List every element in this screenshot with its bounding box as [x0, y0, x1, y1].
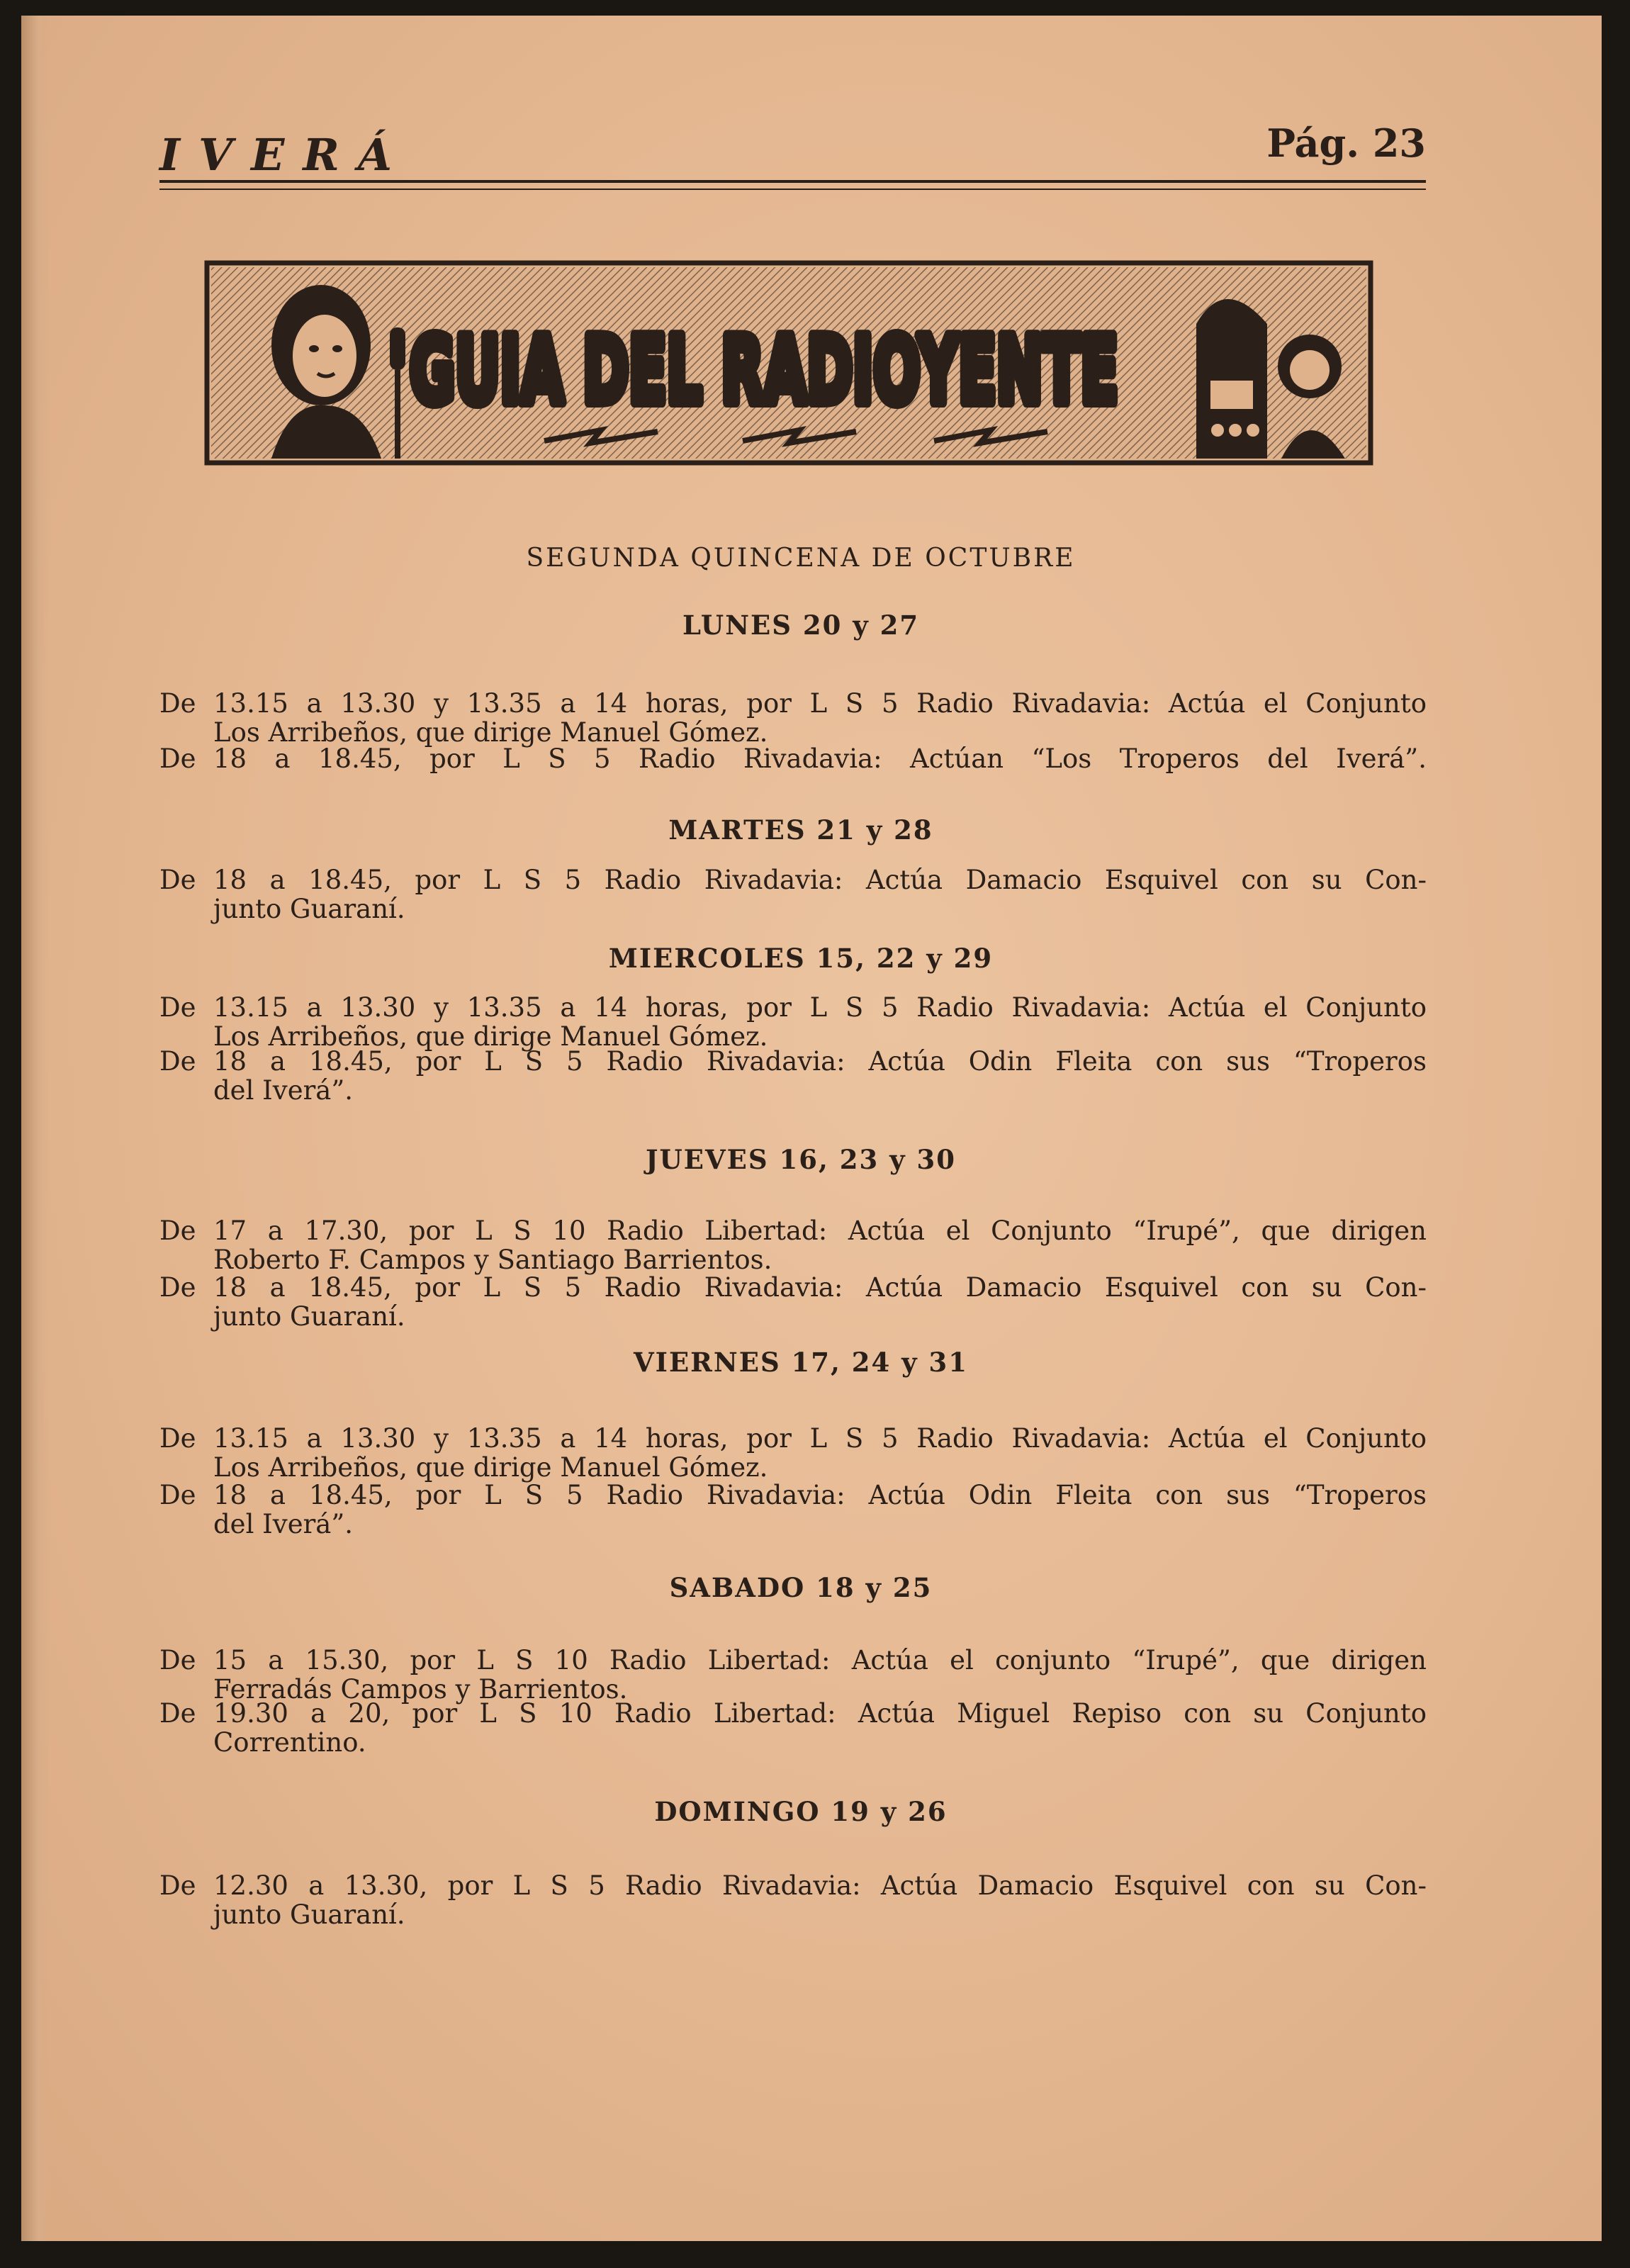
entry-first-line: 13.15 a 13.30 y 13.35 a 14 horas, por L S 5 Radio Rivadavia: Actúa el Conjunto	[213, 688, 1427, 719]
entry-prefix: De	[159, 1216, 196, 1246]
magazine-page	[21, 16, 1602, 2241]
entry-prefix: De	[159, 1272, 196, 1303]
entry-prefix: De	[159, 1698, 196, 1729]
guia-del-radioyente-banner	[204, 260, 1373, 466]
schedule-entry	[159, 688, 1427, 748]
schedule-entry	[159, 1645, 1427, 1705]
entry-body	[213, 1216, 1427, 1274]
entry-continuation-line: junto Guaraní.	[213, 1301, 405, 1332]
entry-first-line: 18 a 18.45, por L S 5 Radio Rivadavia: Actúan “Los Troperos del Iverá”.	[213, 743, 1427, 774]
entry-continuation-line: Roberto F. Campos y Santiago Barrientos.	[213, 1245, 772, 1275]
entry-first-line: 13.15 a 13.30 y 13.35 a 14 horas, por L S 5 Radio Rivadavia: Actúa el Conjunto	[213, 992, 1427, 1023]
schedule-entry	[159, 1216, 1427, 1275]
entry-first-line: 13.15 a 13.30 y 13.35 a 14 horas, por L S 5 Radio Rivadavia: Actúa el Conjunto	[213, 1423, 1427, 1454]
schedule-entry	[159, 743, 1427, 774]
entry-prefix: De	[159, 688, 196, 719]
entry-body	[213, 689, 1427, 747]
day-heading: VIERNES 17, 24 y 31	[633, 1347, 969, 1378]
entry-body	[213, 865, 1427, 924]
schedule-entry	[159, 1272, 1427, 1332]
schedule-entry	[159, 1046, 1427, 1106]
entry-first-line: 18 a 18.45, por L S 5 Radio Rivadavia: Actúa Damacio Esquivel con su Con-	[213, 1272, 1427, 1303]
entry-first-line: 15 a 15.30, por L S 10 Radio Libertad: Actúa el conjunto “Irupé”, que dirigen	[213, 1645, 1427, 1675]
entry-continuation-line: del Iverá”.	[213, 1075, 354, 1106]
entry-continuation-line: Los Arribeños, que dirige Manuel Gómez.	[213, 1021, 768, 1052]
entry-continuation-line: del Iverá”.	[213, 1509, 354, 1539]
day-heading: DOMINGO 19 y 26	[654, 1796, 948, 1827]
entry-first-line: 18 a 18.45, por L S 5 Radio Rivadavia: Actúa Damacio Esquivel con su Con-	[213, 865, 1427, 895]
entry-continuation-line: Los Arribeños, que dirige Manuel Gómez.	[213, 1452, 768, 1483]
entry-first-line: 18 a 18.45, por L S 5 Radio Rivadavia: Actúa Odin Fleita con sus “Troperos	[213, 1046, 1427, 1077]
entry-continuation-line: Correntino.	[213, 1727, 366, 1758]
entry-continuation-line: Los Arribeños, que dirige Manuel Gómez.	[213, 717, 768, 748]
day-heading: SABADO 18 y 25	[669, 1572, 933, 1603]
entry-first-line: 17 a 17.30, por L S 10 Radio Libertad: Actúa el Conjunto “Irupé”, que dirigen	[213, 1216, 1427, 1246]
entry-body	[213, 1699, 1427, 1757]
entry-first-line: 18 a 18.45, por L S 5 Radio Rivadavia: Actúa Odin Fleita con sus “Troperos	[213, 1480, 1427, 1510]
entry-prefix: De	[159, 865, 196, 895]
entry-body	[213, 1273, 1427, 1331]
entry-prefix: De	[159, 743, 196, 774]
entry-prefix: De	[159, 1870, 196, 1901]
magazine-title: IVERÁ	[159, 129, 410, 181]
entry-continuation-line: Ferradás Campos y Barrientos.	[213, 1674, 628, 1705]
day-heading: LUNES 20 y 27	[682, 610, 920, 641]
entry-first-line: 19.30 a 20, por L S 10 Radio Libertad: Actúa Miguel Repiso con su Conjunto	[213, 1698, 1427, 1729]
header-rule-thick	[159, 180, 1426, 183]
entry-prefix: De	[159, 1423, 196, 1454]
section-subtitle: SEGUNDA QUINCENA DE OCTUBRE	[526, 544, 1076, 573]
entry-body	[213, 1646, 1427, 1704]
schedule-entry	[159, 1870, 1427, 1930]
banner-title-outline: GUIA DEL RADIOYENTE	[410, 318, 1118, 424]
entry-body	[213, 1424, 1427, 1482]
entry-prefix: De	[159, 1645, 196, 1675]
schedule-entry	[159, 992, 1427, 1052]
schedule-entry	[159, 1423, 1427, 1483]
page-number: Pág. 23	[1266, 120, 1426, 166]
entry-body	[213, 744, 1427, 773]
day-heading: MIERCOLES 15, 22 y 29	[608, 943, 994, 974]
header-rule-thin	[159, 189, 1426, 190]
entry-prefix: De	[159, 1046, 196, 1077]
entry-body	[213, 1481, 1427, 1539]
entry-continuation-line: junto Guaraní.	[213, 1899, 405, 1930]
entry-continuation-line: junto Guaraní.	[213, 894, 405, 924]
schedule-entry	[159, 1480, 1427, 1539]
entry-first-line: 12.30 a 13.30, por L S 5 Radio Rivadavia: Actúa Damacio Esquivel con su Con-	[213, 1870, 1427, 1901]
banner-title: GUIA DEL RADIOYENTE	[410, 318, 1118, 424]
entry-body	[213, 1047, 1427, 1105]
entry-body	[213, 993, 1427, 1051]
entry-body	[213, 1871, 1427, 1929]
schedule-entry	[159, 865, 1427, 924]
day-heading: JUEVES 16, 23 y 30	[646, 1144, 956, 1175]
entry-prefix: De	[159, 1480, 196, 1510]
schedule-entry	[159, 1698, 1427, 1758]
day-heading: MARTES 21 y 28	[668, 814, 933, 846]
page-spine-shadow	[21, 16, 50, 2241]
entry-prefix: De	[159, 992, 196, 1023]
